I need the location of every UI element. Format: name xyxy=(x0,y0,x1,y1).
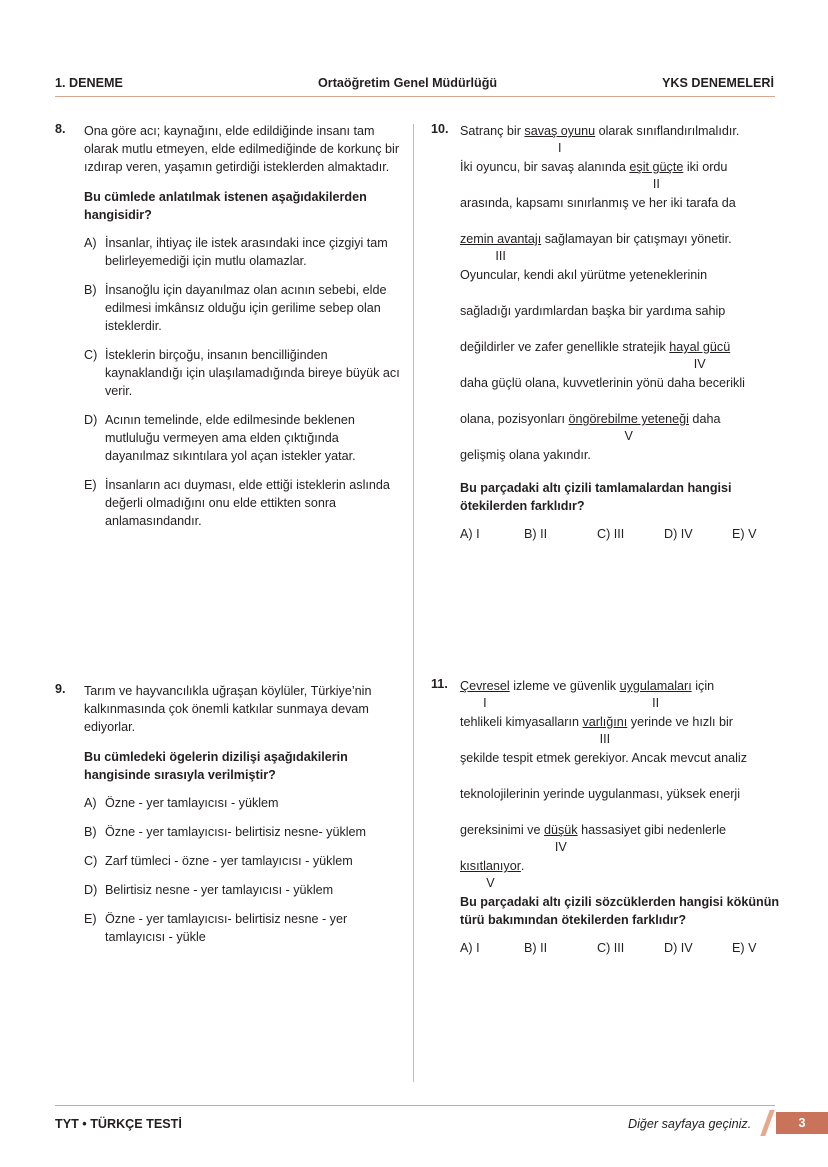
option-text: İnsanların acı duyması, elde ettiği isteklerin aslında değerli olmadığını onu elde ettikten sonra anlamasındandır. xyxy=(105,478,390,528)
option-text: Özne - yer tamlayıcısı - yüklem xyxy=(105,796,279,810)
option-text: İnsanoğlu için dayanılmaz olan acının sebebi, elde edilmesi imkânsız olduğu için gerilime sebep olan isteklerdir. xyxy=(105,283,387,333)
passage-text: gereksinimi ve xyxy=(460,823,544,837)
passage-text: daha xyxy=(688,412,721,426)
roman-marker: V xyxy=(624,429,633,443)
answer-choice[interactable]: E) V xyxy=(732,527,757,541)
question-11 xyxy=(431,677,781,957)
passage-text: iki ordu xyxy=(683,160,728,174)
passage-text: İki oyuncu, bir savaş alanında xyxy=(460,160,630,174)
passage-line xyxy=(460,266,781,302)
roman-marker: V xyxy=(486,876,495,890)
answer-option[interactable] xyxy=(84,881,400,899)
phrase-text: düşük xyxy=(544,823,578,837)
phrase-text: hayal gücü xyxy=(669,340,731,354)
underlined-phrase xyxy=(669,338,731,371)
answer-choice[interactable]: E) V xyxy=(732,941,757,955)
passage-text: sağladığı yardımlardan başka bir yardıma sahip xyxy=(460,304,726,318)
answer-choice[interactable]: D) IV xyxy=(664,941,693,955)
option-letter: C) xyxy=(84,348,98,362)
question-stem: Tarım ve hayvancılıkla uğraşan köylüler, Türkiye’nin kalkınmasında çok önemli katkılar sunmaya devam ediyorlar. xyxy=(84,684,372,734)
option-letter: A) xyxy=(84,236,97,250)
passage-line xyxy=(460,446,781,482)
answer-option[interactable] xyxy=(84,910,400,946)
phrase-text: varlığını xyxy=(582,715,628,729)
page-number: 3 xyxy=(776,1112,828,1134)
roman-marker: II xyxy=(652,177,660,191)
roman-marker: II xyxy=(652,696,660,710)
passage-line xyxy=(460,857,781,893)
passage-text: Satranç bir xyxy=(460,124,525,138)
question-number: 9. xyxy=(55,682,66,696)
passage-line xyxy=(460,158,781,194)
underlined-phrase xyxy=(619,677,692,710)
roman-marker: III xyxy=(495,249,506,263)
answer-option[interactable] xyxy=(84,234,400,270)
phrase-text: uygulamaları xyxy=(619,679,692,693)
question-prompt: Bu parçadaki altı çizili sözcüklerden hangisi kökünün türü bakımından ötekilerden farklıdır? xyxy=(460,895,780,927)
roman-marker: III xyxy=(599,732,611,746)
option-letter: B) xyxy=(84,283,97,297)
answer-option[interactable] xyxy=(84,476,400,530)
passage-line xyxy=(460,821,781,857)
column-divider xyxy=(413,124,414,1082)
option-text: Özne - yer tamlayıcısı- belirtisiz nesne- yüklem xyxy=(105,825,367,839)
passage-text: arasında, kapsamı sınırlanmış ve her iki tarafa da xyxy=(460,196,736,210)
passage-text: . xyxy=(520,859,525,873)
header-institution: Ortaöğretim Genel Müdürlüğü xyxy=(318,76,498,90)
underlined-phrase xyxy=(524,122,596,155)
question-stem: Ona göre acı; kaynağını, elde edildiğinde insanı tam olarak mutlu etmeyen, elde edilmediğinde de korkunç bir ızdırap veren, yaşamın getirdiği isteklerden almaktadır. xyxy=(84,124,400,174)
passage-line xyxy=(460,122,781,158)
passage-text: gelişmiş olana yakındır. xyxy=(460,448,591,462)
passage-line xyxy=(460,302,781,338)
option-letter: D) xyxy=(84,883,98,897)
option-text: Belirtisiz nesne - yer tamlayıcısı - yüklem xyxy=(105,883,334,897)
underlined-phrase xyxy=(582,713,628,746)
roman-marker: I xyxy=(483,696,487,710)
option-text: Özne - yer tamlayıcısı- belirtisiz nesne - yer tamlayıcısı - yükle xyxy=(105,912,348,944)
question-prompt: Bu cümlede anlatılmak istenen aşağıdakilerden hangisidir? xyxy=(84,190,367,222)
passage-text: değildirler ve zafer genellikle stratejik xyxy=(460,340,670,354)
answer-option[interactable] xyxy=(84,281,400,335)
answer-choice[interactable]: B) II xyxy=(524,941,548,955)
option-text: Zarf tümleci - özne - yer tamlayıcısı - yüklem xyxy=(105,854,353,868)
phrase-text: kısıtlanıyor xyxy=(460,859,521,873)
option-letter: E) xyxy=(84,912,97,926)
underlined-phrase xyxy=(629,158,684,191)
passage-line xyxy=(460,749,781,785)
footer-test-name: TYT • TÜRKÇE TESTİ xyxy=(55,1117,182,1131)
passage-text: teknolojilerinin yerinde uygulanması, yüksek enerji xyxy=(460,787,741,801)
passage-line xyxy=(460,338,781,374)
passage-text: olana, pozisyonları xyxy=(460,412,569,426)
option-letter: C) xyxy=(84,854,98,868)
header-exam-name: 1. DENEME xyxy=(55,76,123,90)
question-prompt: Bu cümledeki ögelerin dizilişi aşağıdakilerin hangisinde sırasıyla verilmiştir? xyxy=(84,750,348,782)
passage-line xyxy=(460,230,781,266)
answer-choice[interactable]: D) IV xyxy=(664,527,693,541)
answer-option[interactable] xyxy=(84,346,400,400)
passage-text: şekilde tespit etmek gerekiyor. Ancak mevcut analiz xyxy=(460,751,747,765)
phrase-text: eşit güçte xyxy=(629,160,684,174)
answer-option[interactable] xyxy=(84,852,400,870)
answer-choice[interactable]: B) II xyxy=(524,527,548,541)
answer-choice[interactable]: A) I xyxy=(460,527,480,541)
footer-slash-decoration xyxy=(760,1110,774,1136)
footer-next-page: Diğer sayfaya geçiniz. xyxy=(628,1117,752,1131)
passage-line xyxy=(460,713,781,749)
answer-choice[interactable]: C) III xyxy=(597,527,625,541)
passage-text: tehlikeli kimyasalların xyxy=(460,715,583,729)
question-8 xyxy=(55,122,400,541)
phrase-text: öngörebilme yeteneği xyxy=(568,412,689,426)
answer-option[interactable] xyxy=(84,794,400,812)
roman-marker: IV xyxy=(554,840,567,854)
passage-text: Oyuncular, kendi akıl yürütme yeteneklerinin xyxy=(460,268,708,282)
question-10 xyxy=(431,122,781,543)
question-number: 10. xyxy=(431,122,449,136)
header-divider xyxy=(55,96,775,97)
passage-line xyxy=(460,374,781,410)
question-9 xyxy=(55,682,400,957)
passage-text: daha güçlü olana, kuvvetlerinin yönü daha becerikli xyxy=(460,376,745,390)
answer-choice[interactable]: C) III xyxy=(597,941,625,955)
passage-line xyxy=(460,677,781,713)
option-letter: D) xyxy=(84,413,98,427)
phrase-text: zemin avantajı xyxy=(460,232,542,246)
option-letter: A) xyxy=(84,796,97,810)
question-number: 11. xyxy=(431,677,448,691)
underlined-phrase xyxy=(460,677,510,710)
option-text: İsteklerin birçoğu, insanın bencilliğinden kaynaklandığı için ulaşılamadığında bireye büyük acı verir. xyxy=(105,348,400,398)
passage-text: izleme ve güvenlik xyxy=(509,679,620,693)
passage-text: için xyxy=(691,679,715,693)
passage-line xyxy=(460,194,781,230)
passage-line xyxy=(460,410,781,446)
underlined-phrase xyxy=(460,230,542,263)
option-letter: E) xyxy=(84,478,97,492)
header-series: YKS DENEMELERİ xyxy=(662,76,774,90)
question-prompt: Bu parçadaki altı çizili tamlamalardan hangisi ötekilerden farklıdır? xyxy=(460,481,732,513)
passage-text: sağlamayan bir çatışmayı yönetir. xyxy=(541,232,732,246)
passage-text: hassasiyet gibi nedenlerle xyxy=(577,823,727,837)
option-text: Acının temelinde, elde edilmesinde beklenen mutluluğu vermeyen ama elden çıktığında dayanılmaz sıkıntılara yol açan istekler yatar. xyxy=(105,413,356,463)
roman-marker: I xyxy=(558,141,562,155)
option-text: İnsanlar, ihtiyaç ile istek arasındaki ince çizgiyi tam belirleyemediği için mutlu olamazlar. xyxy=(105,236,388,268)
passage-text: olarak sınıflandırılmalıdır. xyxy=(595,124,740,138)
answer-option[interactable] xyxy=(84,411,400,465)
underlined-phrase xyxy=(568,410,689,443)
answer-choice[interactable]: A) I xyxy=(460,941,480,955)
footer-divider xyxy=(55,1105,775,1106)
roman-marker: IV xyxy=(693,357,706,371)
question-number: 8. xyxy=(55,122,66,136)
passage-line xyxy=(460,785,781,821)
underlined-phrase xyxy=(544,821,578,854)
underlined-phrase xyxy=(460,857,521,890)
phrase-text: Çevresel xyxy=(460,679,510,693)
option-letter: B) xyxy=(84,825,97,839)
passage-text: yerinde ve hızlı bir xyxy=(627,715,733,729)
answer-option[interactable] xyxy=(84,823,400,841)
phrase-text: savaş oyunu xyxy=(524,124,596,138)
